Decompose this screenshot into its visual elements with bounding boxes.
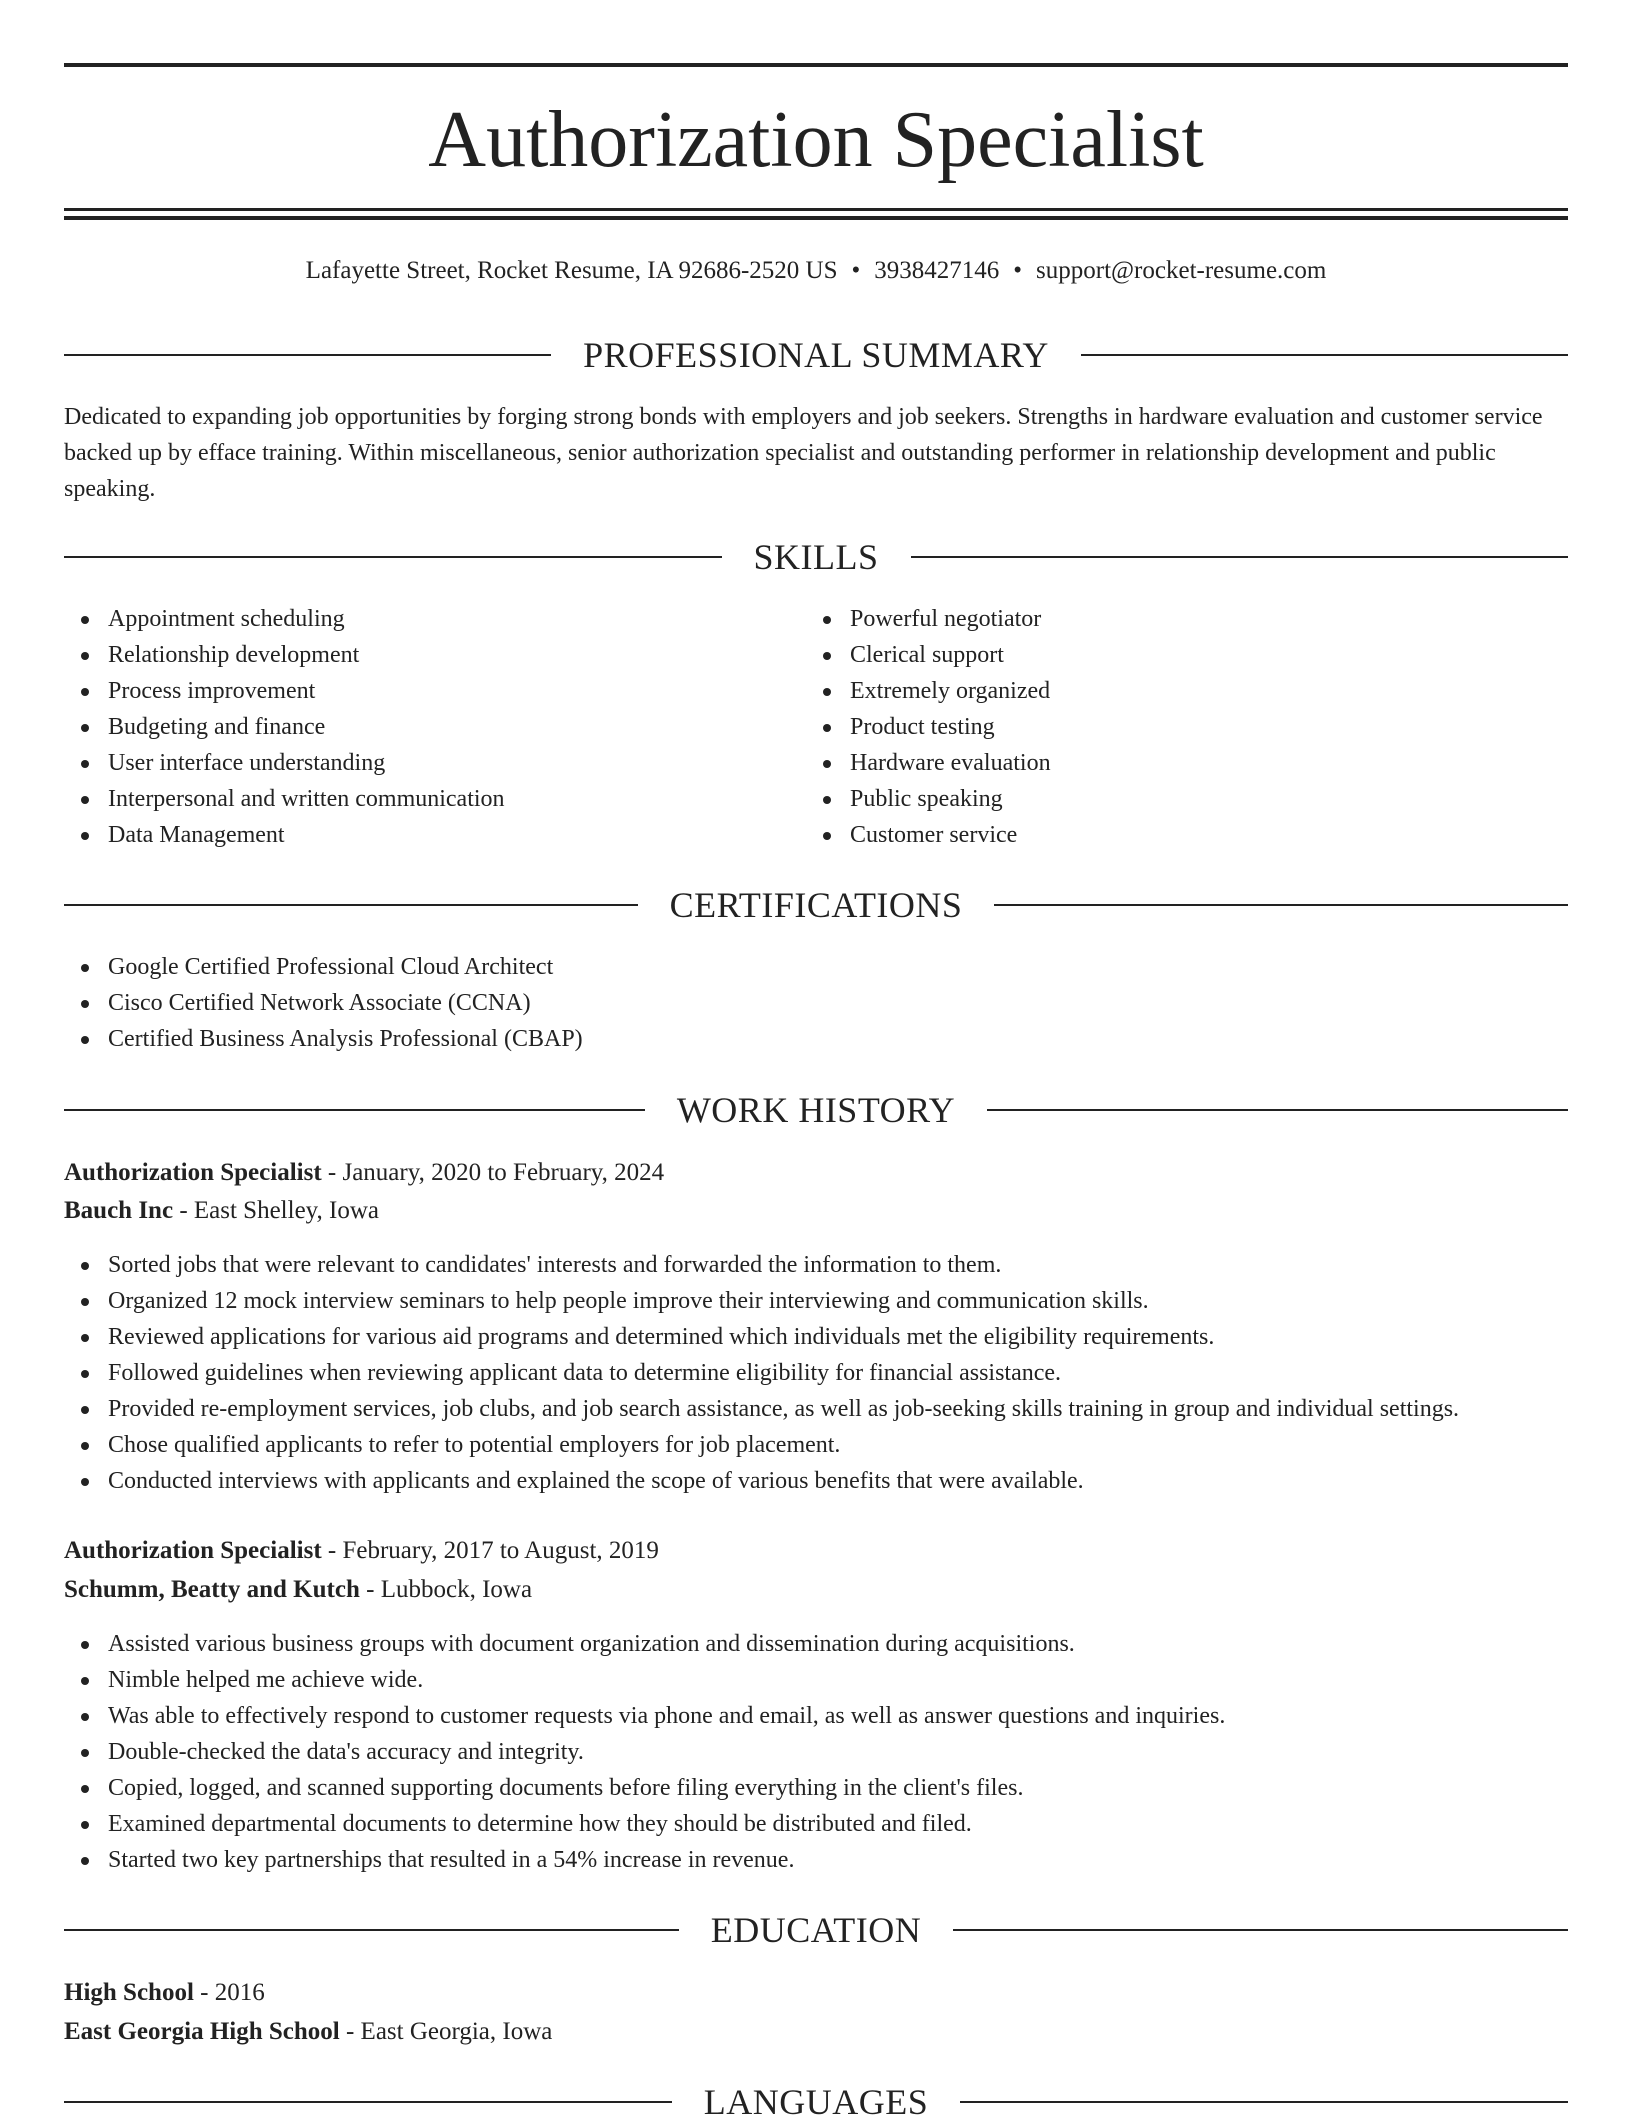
job-company-line	[64, 1571, 532, 1609]
job-bullet: Provided re-employment services, job clubs, and job search assistance, as well as job-seeking skills training in group and individual settings.	[64, 1391, 1459, 1427]
job-bullet: Assisted various business groups with document organization and dissemination during acquisitions.	[64, 1626, 1225, 1662]
section-rule-right	[953, 1929, 1568, 1931]
contact-address: Lafayette Street, Rocket Resume, IA 92686-2520 US	[305, 257, 838, 284]
job-location: - Lubbock, Iowa	[359, 1576, 533, 1603]
section-rule-right	[987, 1109, 1568, 1111]
job-bullets	[64, 1247, 1459, 1499]
skills-section-title: SKILLS	[753, 537, 879, 577]
section-rule-right	[1081, 354, 1568, 356]
job-bullet: Copied, logged, and scanned supporting documents before filing everything in the client's files.	[64, 1770, 1225, 1806]
contact-separator: •	[851, 257, 861, 284]
skill-item: Customer service	[806, 817, 1051, 853]
work-section-header	[64, 1086, 1568, 1134]
section-rule-left	[64, 556, 722, 558]
skill-item: Public speaking	[806, 781, 1051, 817]
job-location: - East Shelley, Iowa	[173, 1197, 380, 1224]
top-rule	[64, 63, 1568, 67]
job-title-line	[64, 1532, 659, 1570]
section-rule-right	[960, 2101, 1568, 2103]
education-school-line	[64, 2013, 552, 2051]
skill-item: Clerical support	[806, 637, 1051, 673]
contact-email: support@rocket-resume.com	[1036, 257, 1327, 284]
section-rule-right	[994, 904, 1568, 906]
job-title: Authorization Specialist	[64, 1159, 322, 1186]
job-bullet: Sorted jobs that were relevant to candidates' interests and forwarded the information to them.	[64, 1247, 1459, 1283]
resume-name: Authorization Specialist	[428, 96, 1204, 184]
languages-section-header	[64, 2078, 1568, 2126]
education-section-title: EDUCATION	[710, 1910, 922, 1950]
skill-item: Data Management	[64, 817, 505, 853]
certification-item: Certified Business Analysis Professional (CBAP)	[64, 1021, 583, 1057]
work-section-title: WORK HISTORY	[676, 1090, 956, 1130]
skills-list-left	[64, 601, 505, 853]
skill-item: Appointment scheduling	[64, 601, 505, 637]
education-location: - East Georgia, Iowa	[339, 2018, 553, 2045]
double-rule-upper	[64, 208, 1568, 211]
job-bullet: Examined departmental documents to determine how they should be distributed and filed.	[64, 1806, 1225, 1842]
education-degree: High School	[64, 1979, 194, 2006]
job-company: Bauch Inc	[64, 1197, 174, 1224]
section-rule-left	[64, 1929, 679, 1931]
job-company: Schumm, Beatty and Kutch	[64, 1576, 360, 1603]
contact-line	[64, 254, 1568, 288]
education-section-header	[64, 1906, 1568, 1954]
skill-item: Product testing	[806, 709, 1051, 745]
job-dates: - February, 2017 to August, 2019	[321, 1537, 659, 1564]
education-year: - 2016	[193, 1979, 265, 2006]
job-bullet: Was able to effectively respond to customer requests via phone and email, as well as answer questions and inquiries.	[64, 1698, 1225, 1734]
job-bullet: Followed guidelines when reviewing applicant data to determine eligibility for financial assistance.	[64, 1355, 1459, 1391]
skill-item: Budgeting and finance	[64, 709, 505, 745]
job-dates: - January, 2020 to February, 2024	[321, 1159, 665, 1186]
contact-separator: •	[1013, 257, 1023, 284]
summary-section-header	[64, 331, 1568, 379]
job-bullet: Started two key partnerships that resulted in a 54% increase in revenue.	[64, 1842, 1225, 1878]
job-bullet: Conducted interviews with applicants and explained the scope of various benefits that were available.	[64, 1463, 1459, 1499]
job-bullets	[64, 1626, 1225, 1878]
job-bullet: Double-checked the data's accuracy and integrity.	[64, 1734, 1225, 1770]
certifications-section-header	[64, 881, 1568, 929]
summary-text: Dedicated to expanding job opportunities by forging strong bonds with employers and job seekers. Strengths in hardware evaluation and customer service backed up by efface training. Within miscellaneous, senior authorization specialist and outstanding performer in relationship development and public speaking.	[64, 404, 1543, 502]
skills-list-right	[806, 601, 1051, 853]
section-rule-left	[64, 2101, 672, 2103]
certifications-list	[64, 949, 583, 1057]
education-school: East Georgia High School	[64, 2018, 340, 2045]
job-bullet: Nimble helped me achieve wide.	[64, 1662, 1225, 1698]
contact-phone: 3938427146	[874, 257, 1000, 284]
summary-section-title: PROFESSIONAL SUMMARY	[583, 335, 1049, 375]
job-bullet: Organized 12 mock interview seminars to help people improve their interviewing and communication skills.	[64, 1283, 1459, 1319]
double-rule-lower	[64, 216, 1568, 220]
section-rule-left	[64, 354, 551, 356]
certifications-section-title: CERTIFICATIONS	[669, 885, 963, 925]
job-bullet: Chose qualified applicants to refer to potential employers for job placement.	[64, 1427, 1459, 1463]
skill-item: User interface understanding	[64, 745, 505, 781]
skill-item: Interpersonal and written communication	[64, 781, 505, 817]
skill-item: Extremely organized	[806, 673, 1051, 709]
job-company-line	[64, 1192, 379, 1230]
skill-item: Process improvement	[64, 673, 505, 709]
job-title-line	[64, 1154, 664, 1192]
skill-item: Powerful negotiator	[806, 601, 1051, 637]
certification-item: Google Certified Professional Cloud Architect	[64, 949, 583, 985]
languages-section-title: LANGUAGES	[703, 2082, 929, 2122]
section-rule-left	[64, 1109, 645, 1111]
skills-section-header	[64, 533, 1568, 581]
section-rule-right	[911, 556, 1569, 558]
education-degree-line	[64, 1974, 265, 2012]
job-bullet: Reviewed applications for various aid programs and determined which individuals met the eligibility requirements.	[64, 1319, 1459, 1355]
job-title: Authorization Specialist	[64, 1537, 322, 1564]
certification-item: Cisco Certified Network Associate (CCNA)	[64, 985, 583, 1021]
skill-item: Relationship development	[64, 637, 505, 673]
section-rule-left	[64, 904, 638, 906]
skill-item: Hardware evaluation	[806, 745, 1051, 781]
